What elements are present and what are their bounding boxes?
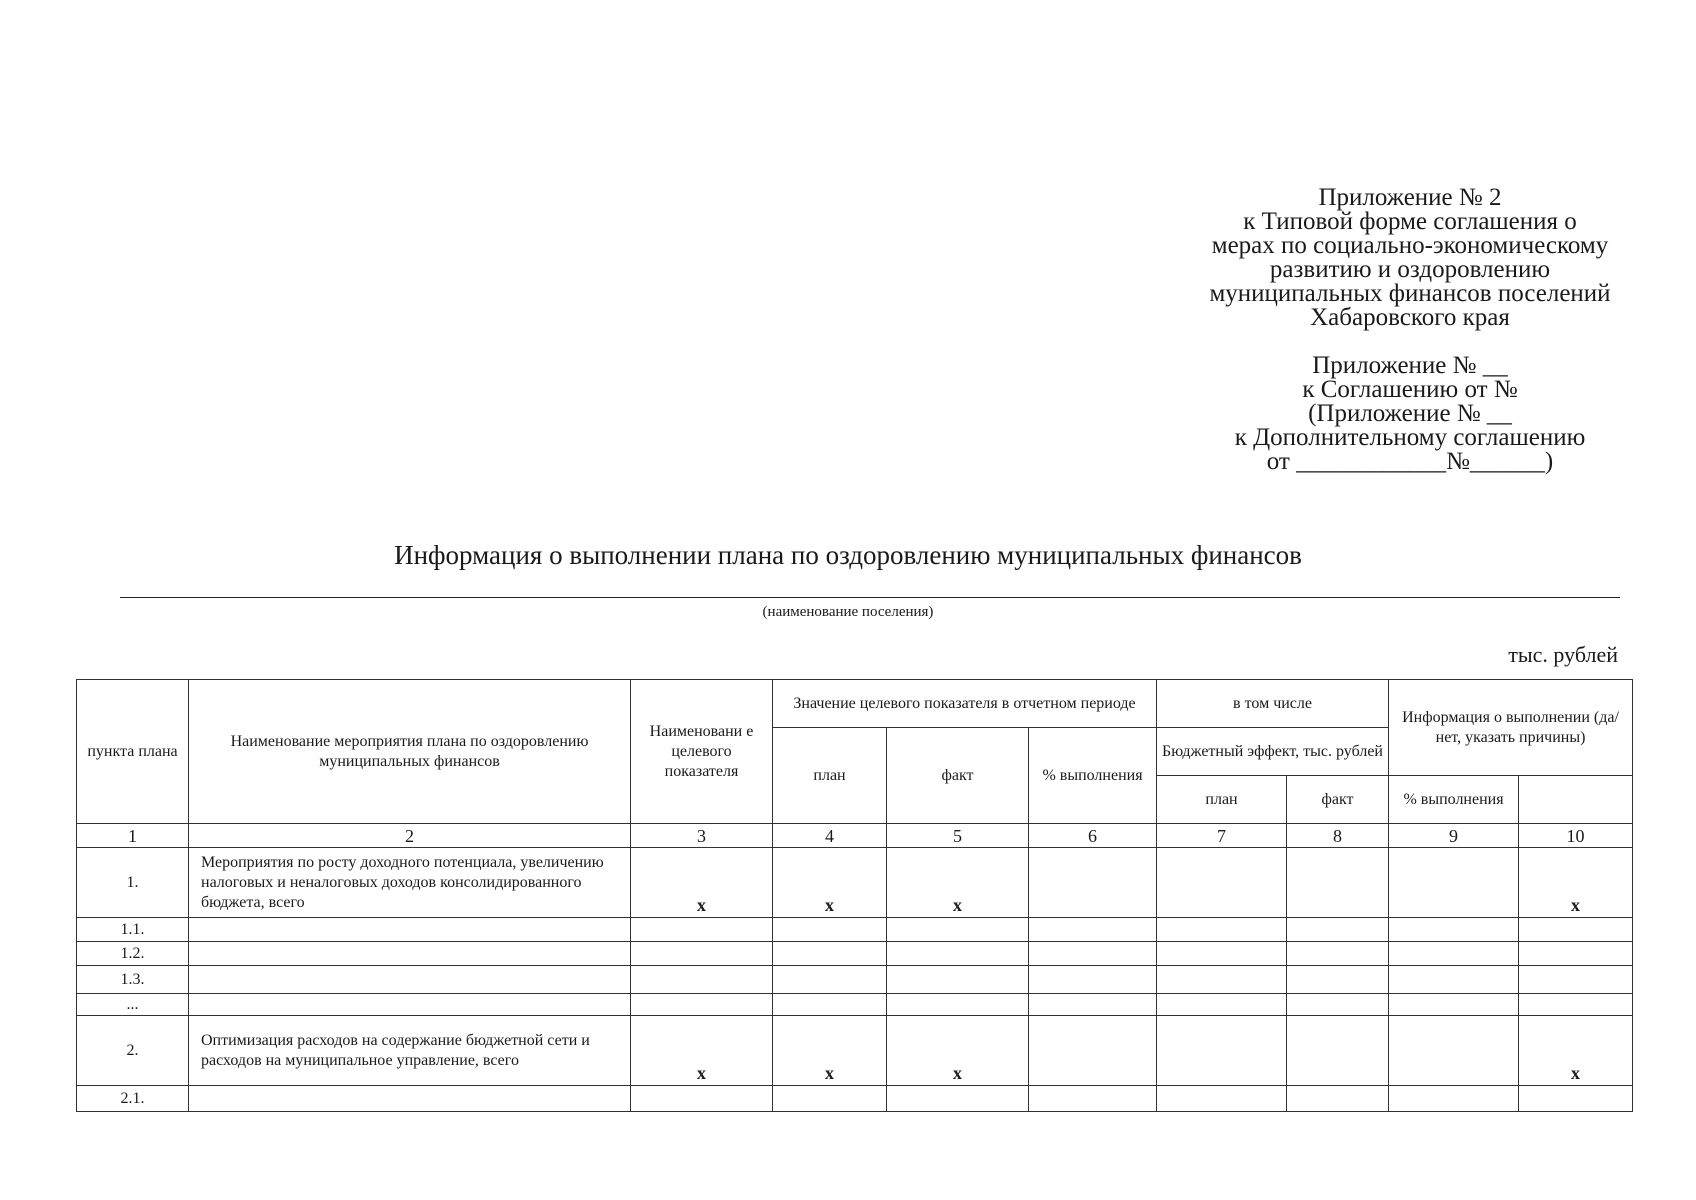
header-budget-effect: Бюджетный эффект, тыс. рублей (1157, 728, 1389, 776)
header-percent: % выполнения (1029, 728, 1157, 824)
not-applicable-mark: x (1571, 1063, 1581, 1083)
agreement-line: (Приложение № __ (1308, 400, 1512, 427)
header-plan: план (773, 728, 887, 824)
agreement-line: Приложение № __ (1312, 352, 1508, 379)
effect-percent-cell (1389, 1016, 1519, 1086)
effect-fact-cell (1287, 1016, 1389, 1086)
appendix-line: развитию и оздоровлению (1269, 256, 1551, 283)
indicator-cell (631, 1016, 773, 1086)
table-row (77, 942, 1633, 966)
column-number: 9 (1389, 824, 1519, 848)
header-target-value: Значение целевого показателя в отчетном периоде (773, 680, 1157, 728)
info-cell (1519, 1016, 1633, 1086)
table-row (77, 1086, 1633, 1112)
settlement-name-line (120, 597, 1620, 598)
document-title: Информация о выполнении плана по оздоровлению муниципальных финансов (394, 540, 1302, 570)
not-applicable-mark: x (953, 895, 962, 915)
header-effect-fact: факт (1287, 776, 1389, 824)
effect-plan-cell (1157, 848, 1287, 918)
item-number: ... (77, 994, 189, 1016)
not-applicable-mark: x (697, 1063, 706, 1083)
not-applicable-mark: x (1571, 895, 1581, 915)
not-applicable-mark: x (697, 895, 706, 915)
column-number: 6 (1029, 824, 1157, 848)
item-number: 1.3. (77, 966, 189, 994)
header-indicator-name: Наименовани е целевого показателя (631, 680, 773, 824)
not-applicable-mark: x (953, 1063, 962, 1083)
measure-name: Мероприятия по росту доходного потенциала, увеличению налоговых и неналоговых доходов консолидированного бюджета, всего (189, 848, 631, 918)
appendix-line: к Типовой форме соглашения о (1243, 208, 1577, 235)
fact-cell (887, 848, 1029, 918)
plan-table (76, 679, 1633, 1112)
table-row (77, 848, 1633, 918)
measure-name: Оптимизация расходов на содержание бюджетной сети и расходов на муниципальное управление, всего (189, 1016, 631, 1086)
appendix-line: муниципальных финансов поселений (1209, 280, 1611, 307)
not-applicable-mark: x (825, 895, 834, 915)
item-number: 1.2. (77, 942, 189, 966)
appendix-line: мерах по социально-экономическому (1211, 232, 1609, 259)
plan-cell (773, 1016, 887, 1086)
table-row (77, 1016, 1633, 1086)
header-effect-percent: % выполнения (1389, 776, 1519, 824)
table-row (77, 918, 1633, 942)
column-number: 7 (1157, 824, 1287, 848)
header-empty-cell (1519, 776, 1633, 824)
item-number: 1. (77, 848, 189, 918)
plan-cell (773, 848, 887, 918)
effect-fact-cell (1287, 848, 1389, 918)
column-number: 2 (189, 824, 631, 848)
indicator-cell (631, 848, 773, 918)
effect-percent-cell (1389, 848, 1519, 918)
header-execution-info: Информация о выполнении (да/нет, указать причины) (1389, 680, 1633, 776)
fact-cell (887, 1016, 1029, 1086)
table-row (77, 966, 1633, 994)
item-number: 2.1. (77, 1086, 189, 1112)
appendix-line: Приложение № 2 (1318, 184, 1502, 211)
column-number: 8 (1287, 824, 1389, 848)
agreement-line: к Дополнительному соглашению (1234, 424, 1586, 451)
header-including: в том числе (1157, 680, 1389, 728)
header-effect-plan: план (1157, 776, 1287, 824)
column-number: 4 (773, 824, 887, 848)
agreement-line: к Соглашению от № (1302, 376, 1518, 403)
units-label: тыс. рублей (1508, 642, 1618, 667)
header-fact: факт (887, 728, 1029, 824)
column-number: 5 (887, 824, 1029, 848)
percent-cell (1029, 848, 1157, 918)
item-number: 2. (77, 1016, 189, 1086)
effect-plan-cell (1157, 1016, 1287, 1086)
percent-cell (1029, 1016, 1157, 1086)
info-cell (1519, 848, 1633, 918)
spacer (1150, 330, 1670, 354)
appendix-line: Хабаровского края (1310, 304, 1510, 331)
column-number: 10 (1519, 824, 1633, 848)
header-measure-name: Наименование мероприятия плана по оздоровлению муниципальных финансов (189, 680, 631, 824)
item-number: 1.1. (77, 918, 189, 942)
column-number: 1 (77, 824, 189, 848)
not-applicable-mark: x (825, 1063, 834, 1083)
column-number: 3 (631, 824, 773, 848)
appendix-header (1150, 186, 1670, 474)
settlement-name-caption: (наименование поселения) (762, 604, 934, 620)
header-item-number: пункта плана (77, 680, 189, 824)
agreement-line: от ____________№______) (1266, 448, 1554, 475)
table-row (77, 994, 1633, 1016)
